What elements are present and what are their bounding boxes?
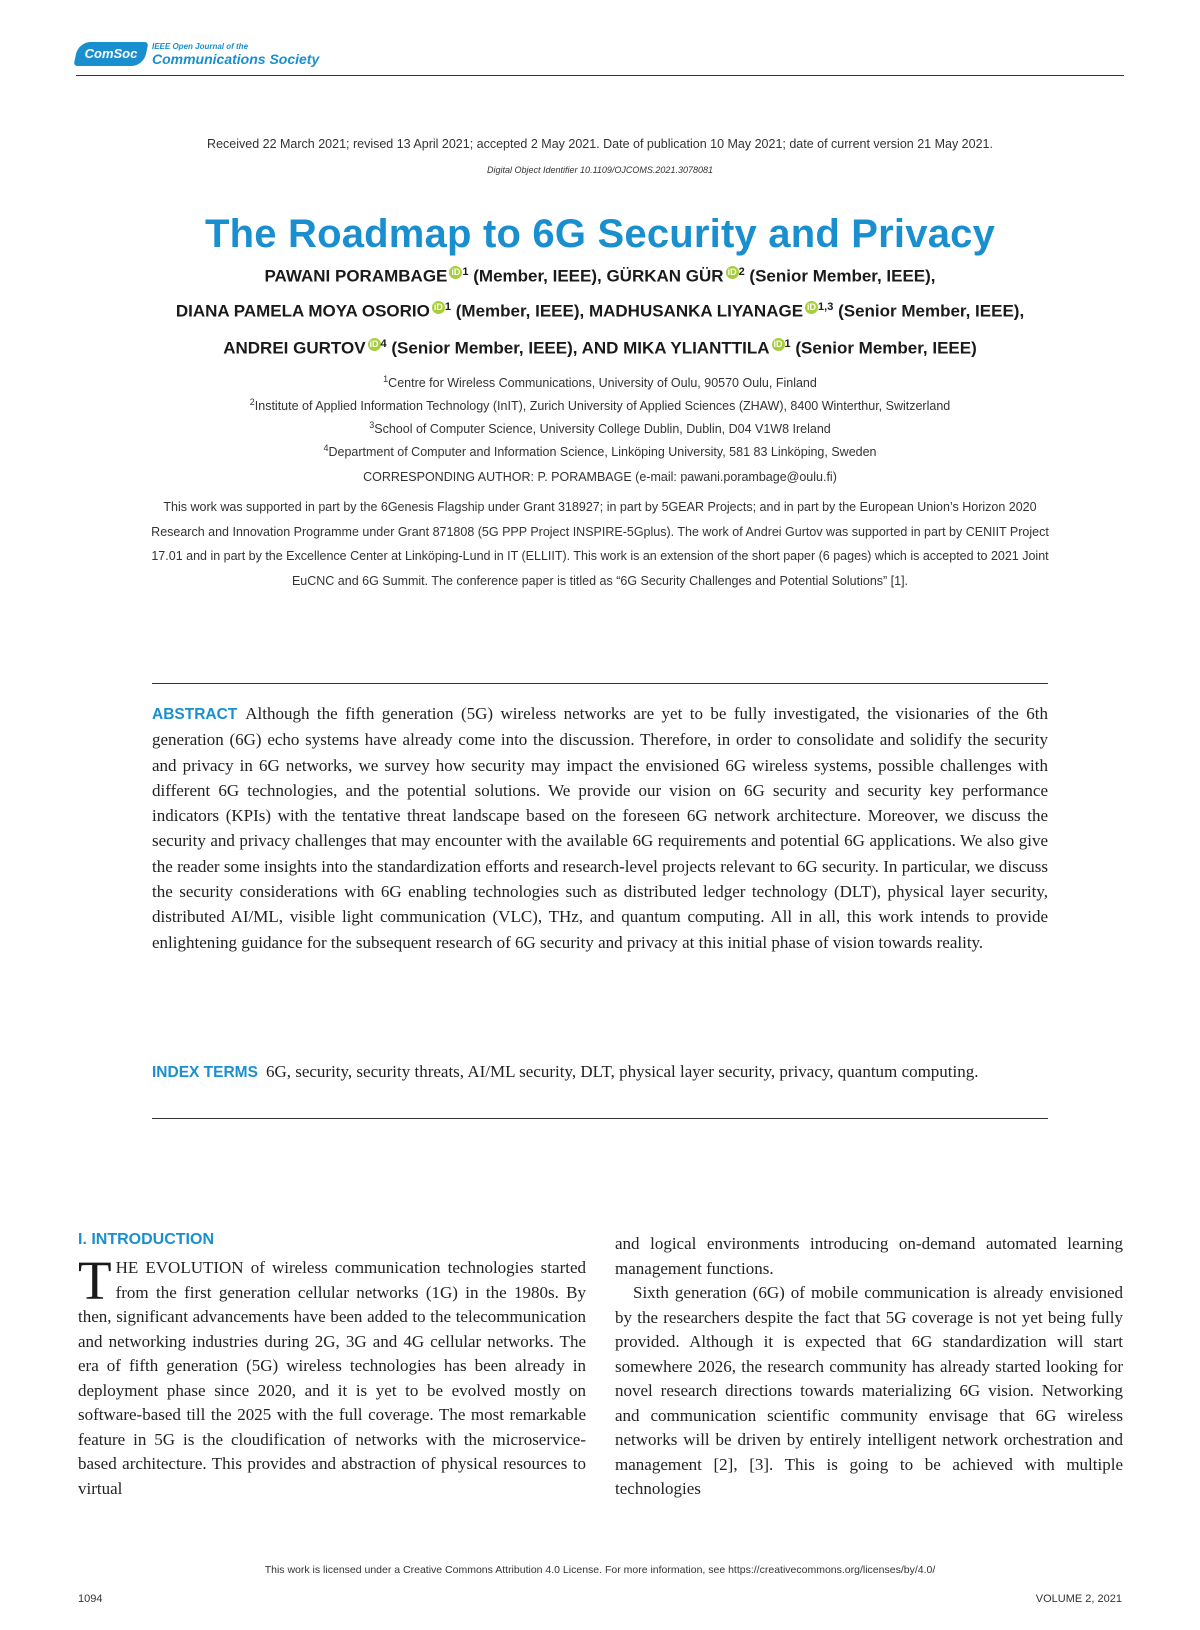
abstract-text: Although the fifth generation (5G) wireless networks are yet to be fully investigated, the visionaries of the 6th generation (6G) echo systems have already come into the discussion. Therefore, in order to consolidate and solidify the security and privacy in 6G networks, we survey how security may impact the envisioned 6G wireless systems, possible challenges with different 6G technologies, and the potential solutions. We provide our vision on 6G security and security key performance indicators (KPIs) with the tentative threat landscape based on the foreseen 6G network architecture. Moreover, we discuss the security and privacy challenges that may encounter with the available 6G requirements and potential 6G applications. We also give the reader some insights into the standardization efforts and research-level projects relevant to 6G security. In particular, we discuss the security considerations with 6G enabling technologies such as distributed ledger technology (DLT), physical layer security, distributed AI/ML, visible light communication (VLC), THz, and quantum computing. All in all, this work intends to provide enlightening guidance for the subsequent research of 6G security and privacy at this initial phase of vision towards reality. [152, 704, 1048, 952]
index-terms [152, 1059, 1048, 1085]
funding-statement: This work was supported in part by the 6Genesis Flagship under Grant 318927; in part by 5GEAR Projects; and in part by the European Union’s Horizon 2020 Research and Innovation Programme under Grant 871808 (5G PPP Project INSPIRE-5Gplus). The work of Andrei Gurtov was supported in part by CENIIT Project 17.01 and in part by the Excellence Center at Linköping-Lund in IT (ELLIIT). This work is an extension of the short paper (6 pages) which is accepted to 2021 Joint EuCNC and 6G Summit. The conference paper is titled as “6G Security Challenges and Potential Solutions” [1]. [151, 500, 1049, 588]
index-terms-text: 6G, security, security threats, AI/ML security, DLT, physical layer security, privacy, quantum computing. [265, 1062, 979, 1081]
received-dates: Received 22 March 2021; revised 13 April 2021; accepted 2 May 2021. Date of publication 10 May 2021; date of current version 21 May 2021. [207, 137, 993, 151]
doi: Digital Object Identifier 10.1109/OJCOMS.2021.3078081 [487, 165, 713, 175]
author-role: (Senior Member, IEEE) [795, 338, 977, 358]
author-name: DIANA PAMELA MOYA OSORIO [175, 301, 430, 321]
corresponding-author: CORRESPONDING AUTHOR: P. PORAMBAGE (e-mail: pawani.porambage@oulu.fi) [363, 470, 837, 484]
page-number: 1094 [78, 1593, 103, 1605]
affiliation-4: $^4$Department of Computer and Information Science, Linköping University, 581 83 Linköping, Sweden [323, 443, 877, 460]
author-role: (Member, IEEE), [473, 266, 607, 286]
section-heading: I. INTRODUCTION [78, 1231, 214, 1248]
affiliation-2: $^2$Institute of Applied Information Technology (InIT), Zurich University of Applied Sciences (ZHAW), 8400 Winterthur, Switzerland [249, 397, 951, 414]
affiliation-3: $^3$School of Computer Science, University College Dublin, Dublin, D04 V1W8 Ireland [369, 420, 831, 437]
author-name: ANDREI GURTOV [223, 338, 366, 358]
intro-left-column [78, 1250, 586, 1501]
author-line-3: ANDREI GURTOV iD $^4$ (Senior Member, IEEE), AND MIKA YLIANTTILA iD $^1$ (Senior Member, IEEE) [223, 338, 977, 358]
intro-right-column [615, 1232, 1123, 1502]
volume-label: VOLUME 2, 2021 [1035, 1593, 1122, 1605]
author-name: PAWANI PORAMBAGE [264, 266, 448, 286]
index-terms-label: INDEX TERMS [152, 1064, 258, 1081]
intro-paragraph-2: Sixth generation (6G) of mobile communication is already envisioned by the researchers despite the fact that 5G coverage is not yet being fully provided. Although it is expected that 6G standardization will start somewhere 2026, the research community has already started looking for novel research directions towards materializing 6G vision. Networking and communication scientific community envisage that 6G wireless networks will be driven by entirely intelligent network orchestration and management [2], [3]. This is going to be achieved with multiple technologies [615, 1283, 1123, 1498]
author-role: (Member, IEEE), [455, 301, 589, 321]
abstract [152, 701, 1048, 955]
orcid-icon[interactable]: iD [433, 302, 443, 312]
orcid-icon[interactable]: iD [807, 302, 817, 312]
author-role: (Senior Member, IEEE), [838, 301, 1025, 321]
license-note: This work is licensed under a Creative Commons Attribution 4.0 License. For more information, see https://creativecommons.org/licenses/by/4.0/ [264, 1564, 936, 1576]
affiliation-1: $^1$Centre for Wireless Communications, University of Oulu, 90570 Oulu, Finland [383, 374, 817, 391]
orcid-icon[interactable]: iD [451, 267, 461, 277]
journal-name: Communications Society [152, 51, 320, 67]
author-name: MADHUSANKA LIYANAGE [588, 301, 804, 321]
abstract-label: ABSTRACT [152, 706, 238, 723]
logo-text: ComSoc [84, 46, 138, 61]
drop-cap: T [78, 1250, 112, 1311]
journal-logo [73, 42, 148, 66]
orcid-icon[interactable]: iD [773, 339, 783, 349]
author-name: GÜRKAN GÜR [606, 266, 724, 286]
intro-paragraph-1: HE EVOLUTION of wireless communication technologies started from the first generation cellular networks (1G) in the 1980s. By then, significant advancements have been added to the telecommunication and networking industries during 2G, 3G and 4G cellular networks. The era of fifth generation (5G) wireless technologies has been already in deployment phase since 2020, and it is yet to be evolved mostly on software-based till the 2025 with the full coverage. The most remarkable feature in 5G is the cloudification of networks with the microservice-based architecture. This provides and abstraction of physical resources to virtual [78, 1258, 586, 1498]
paper-title: The Roadmap to 6G Security and Privacy [204, 212, 996, 256]
orcid-icon[interactable]: iD [369, 339, 379, 349]
author-line-2: DIANA PAMELA MOYA OSORIO iD $^1$ (Member, IEEE), MADHUSANKA LIYANAGE iD $^{1,3}$ (Senior Member, IEEE), [175, 301, 1025, 321]
author-role: (Senior Member, IEEE), AND [391, 338, 624, 358]
author-name: MIKA YLIANTTILA [623, 338, 770, 358]
author-line-1: PAWANI PORAMBAGE iD $^1$ (Member, IEEE), GÜRKAN GÜR iD $^2$ (Senior Member, IEEE), [264, 266, 936, 286]
abstract-bottom-rule [152, 1118, 1048, 1119]
orcid-icon[interactable]: iD [727, 267, 737, 277]
author-role: (Senior Member, IEEE), [749, 266, 936, 286]
intro-paragraph-continued: and logical environments introducing on-demand automated learning management functions. [615, 1234, 1123, 1278]
journal-subtitle: IEEE Open Journal of the [152, 42, 249, 51]
header-divider [76, 75, 1124, 76]
abstract-top-rule [152, 683, 1048, 684]
